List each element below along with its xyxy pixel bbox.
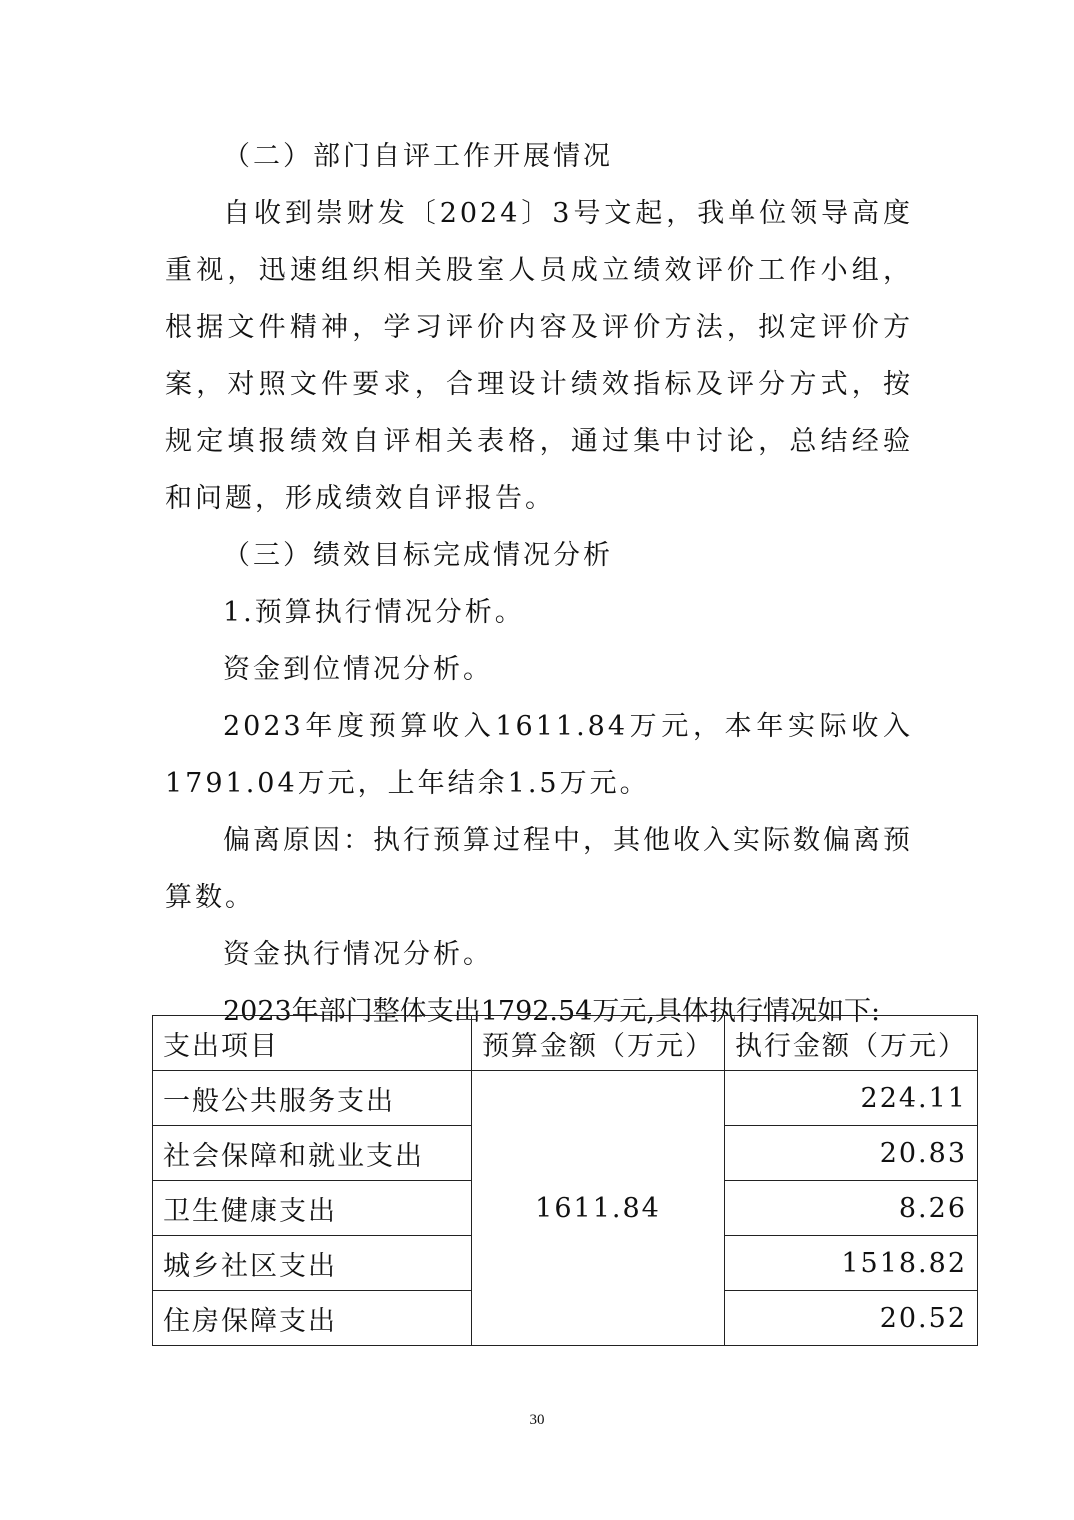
row-executed: 8.26 <box>725 1181 978 1236</box>
paragraph-self-evaluation: 自收到崇财发〔2024〕3号文起，我单位领导高度重视，迅速组织相关股室人员成立绩效评价工作小组，根据文件精神，学习评价内容及评价方法，拟定评价方案，对照文件要求，合理设计绩效指标及评分方式，按规定填报绩效自评相关表格，通过集中讨论，总结经验和问题，形成绩效自评报告。 <box>165 198 913 514</box>
page-number: 30 <box>529 1412 545 1428</box>
row-item: 社会保障和就业支出 <box>153 1126 472 1181</box>
section-heading-3: （三）绩效目标完成情况分析 <box>223 540 613 571</box>
header-item: 支出项目 <box>153 1016 472 1071</box>
row-executed: 20.83 <box>725 1126 978 1181</box>
row-item: 城乡社区支出 <box>153 1236 472 1291</box>
budget-total-cell: 1611.84 <box>472 1071 725 1346</box>
subheading-budget-execution: 1.预算执行情况分析。 <box>223 597 525 628</box>
row-executed: 20.52 <box>725 1291 978 1346</box>
header-executed: 执行金额（万元） <box>725 1016 978 1071</box>
row-item: 一般公共服务支出 <box>153 1071 472 1126</box>
paragraph-funds-arrival: 资金到位情况分析。 <box>223 654 493 685</box>
row-item: 卫生健康支出 <box>153 1181 472 1236</box>
row-executed: 224.11 <box>725 1071 978 1126</box>
table-header-row <box>153 1016 978 1071</box>
expenditure-table <box>152 1015 978 1346</box>
section-heading-2: （二）部门自评工作开展情况 <box>223 141 613 172</box>
row-item: 住房保障支出 <box>153 1291 472 1346</box>
header-budget: 预算金额（万元） <box>472 1016 725 1071</box>
table-row <box>153 1071 978 1126</box>
paragraph-deviation: 偏离原因：执行预算过程中，其他收入实际数偏离预算数。 <box>165 825 913 913</box>
paragraph-expenditure: 2023年部门整体支出1792.54万元,具体执行情况如下: <box>223 996 881 1027</box>
row-executed: 1518.82 <box>725 1236 978 1291</box>
body-text <box>165 128 913 1040</box>
paragraph-income: 2023年度预算收入1611.84万元，本年实际收入1791.04万元，上年结余1.5万元。 <box>165 711 913 799</box>
paragraph-funds-execution: 资金执行情况分析。 <box>223 939 493 970</box>
